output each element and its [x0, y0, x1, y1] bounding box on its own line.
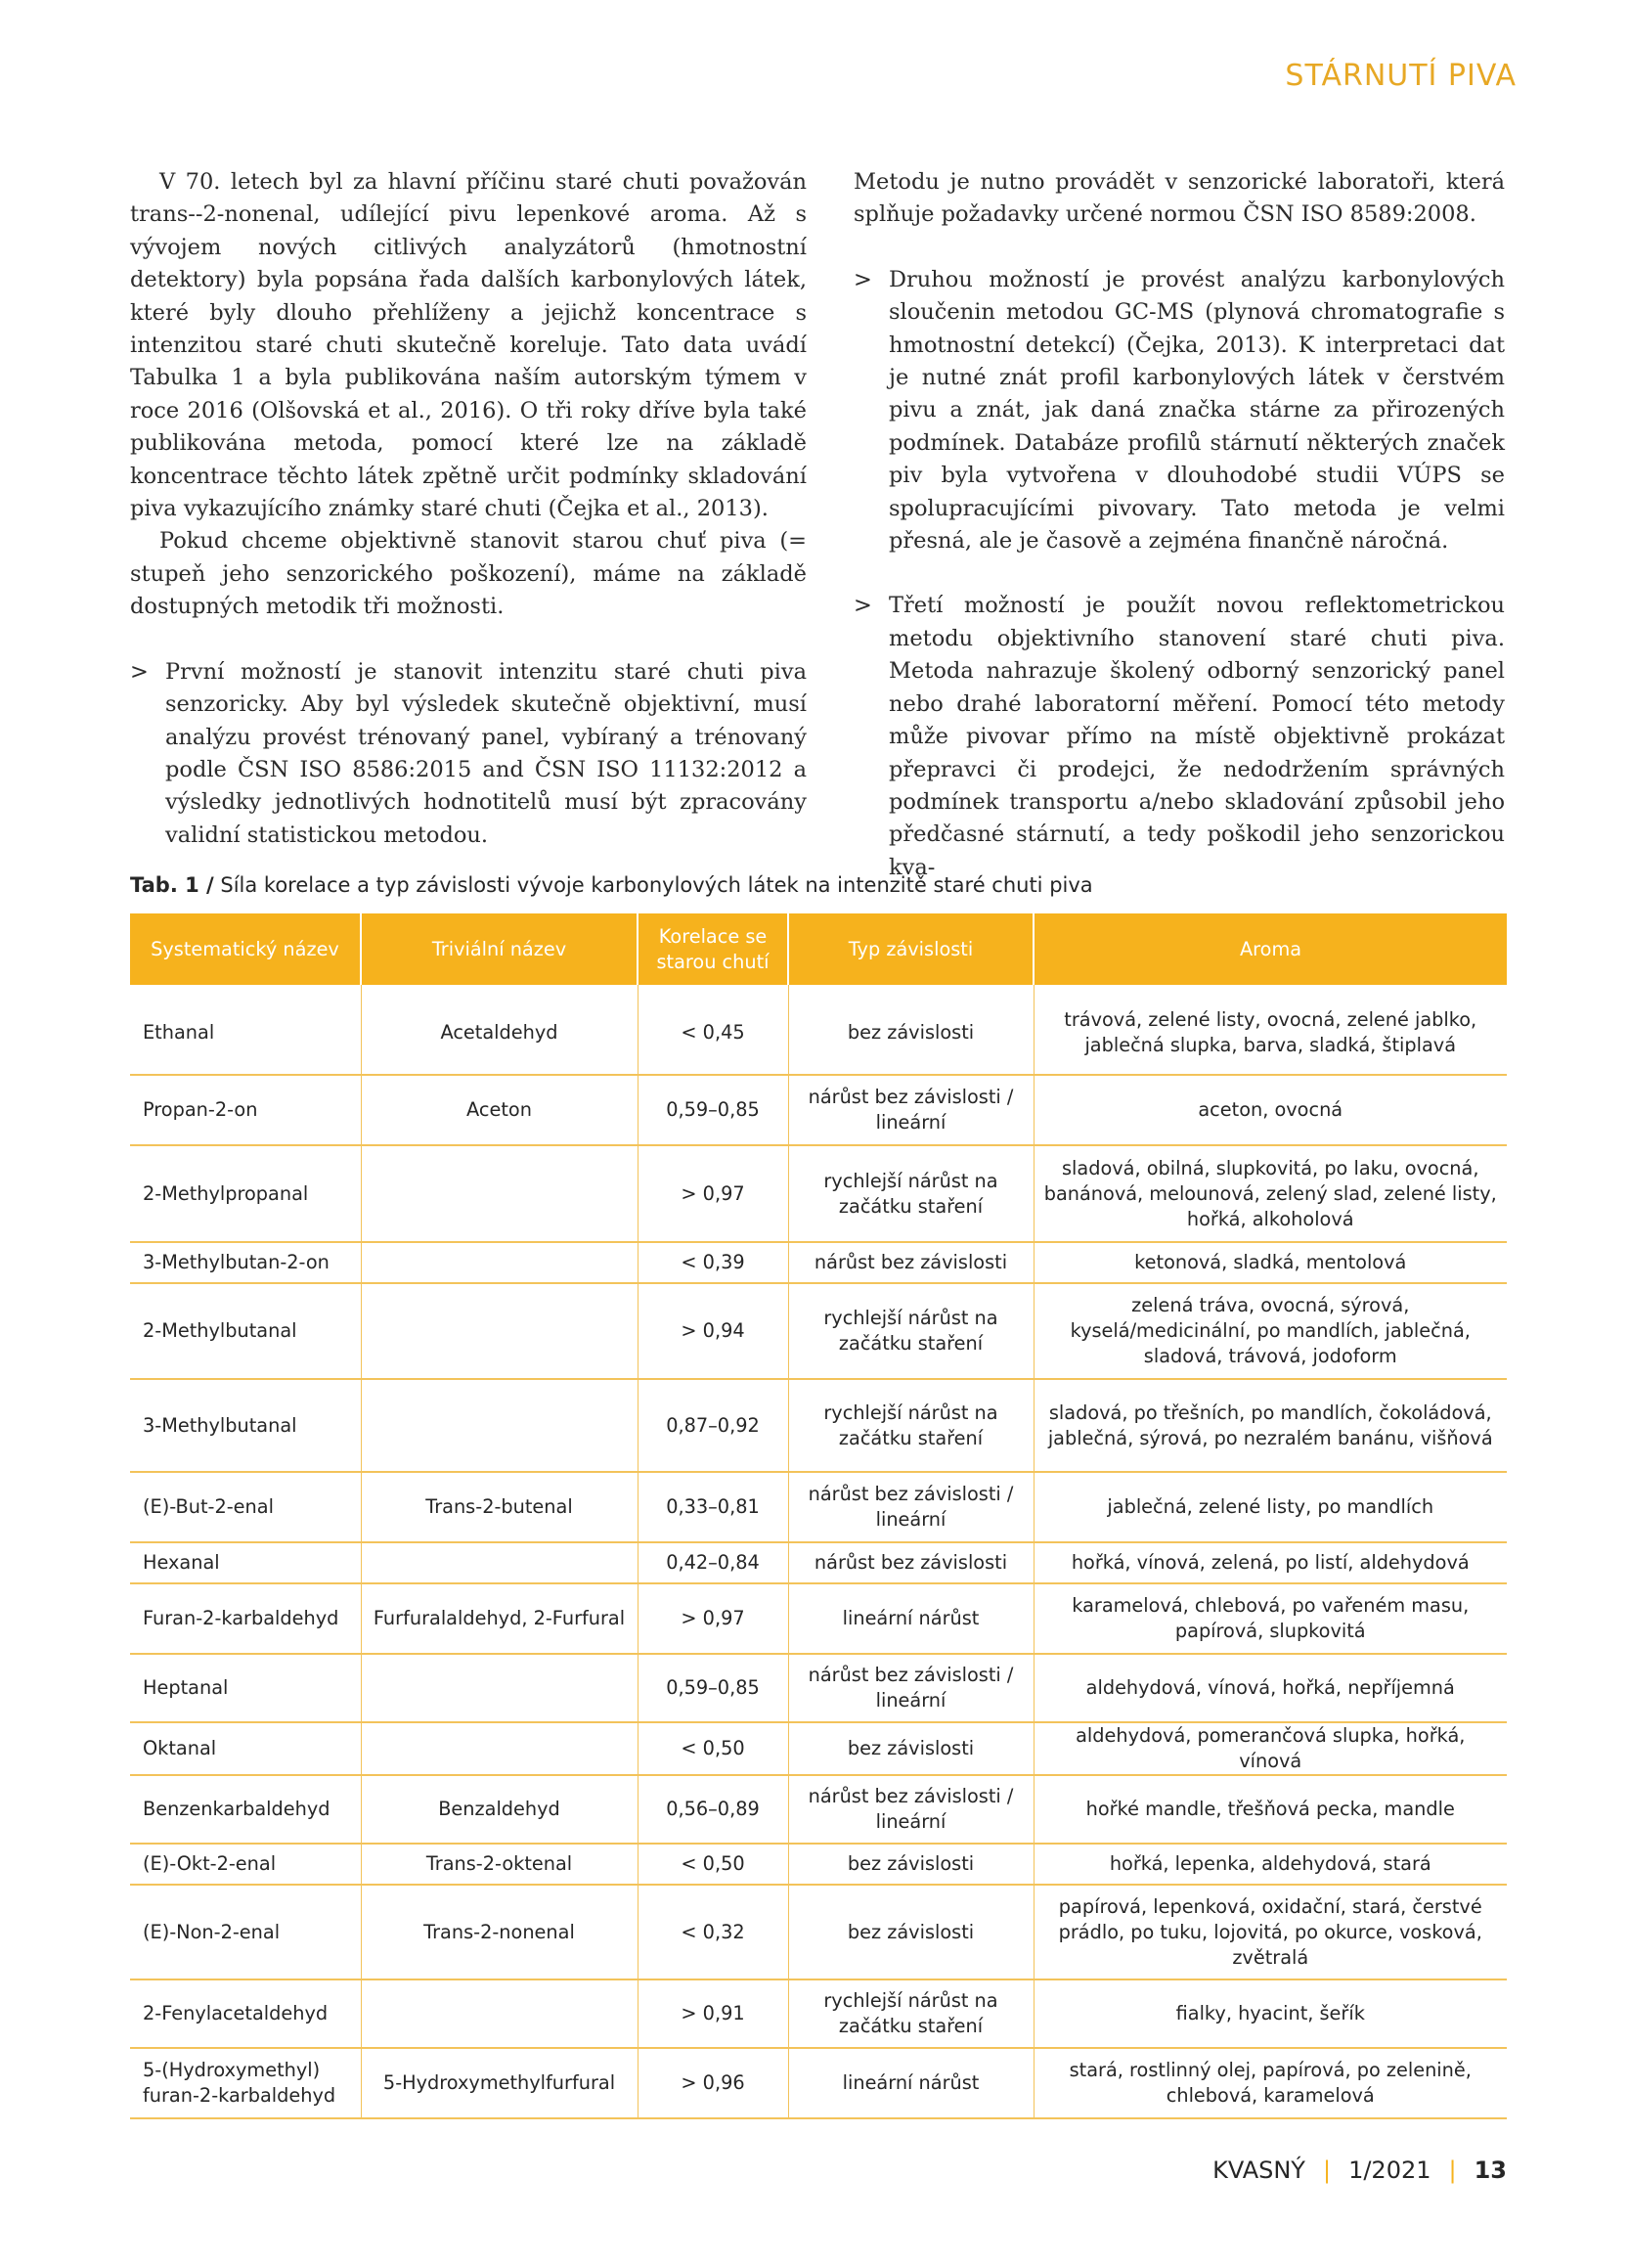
table-cell: > 0,94 — [638, 1283, 788, 1379]
table-cell: 5-Hydroxymethylfurfural — [361, 2048, 638, 2118]
table-row — [130, 1775, 1507, 1844]
table-cell — [361, 1654, 638, 1722]
table-cell: < 0,39 — [638, 1242, 788, 1283]
table-cell — [361, 1979, 638, 2048]
table-cell: aldehydová, vínová, hořká, nepříjemná — [1034, 1654, 1507, 1722]
table-caption-label: Tab. 1 / — [130, 873, 214, 897]
table-cell: zelená tráva, ovocná, sýrová, kyselá/medicinální, po mandlích, jablečná, sladová, trávová, jodoform — [1034, 1283, 1507, 1379]
paragraph: V 70. letech byl za hlavní příčinu staré chuti považován trans--2-nonenal, udílející pivu lepenkové aroma. Až s vývojem nových citlivých analyzátorů (hmotnostní detektory) byla popsána řada dalších karbonylových látek, které byly dlouho přehlíženy a jejichž koncentrace s intenzitou staré chuti skutečně koreluje. Tato data uvádí Tabulka 1 a byla publikována naším autorským týmem v roce 2016 (Olšovská et al., 2016). O tři roky dříve byla také publikována metoda, pomocí které lze na základě koncentrace těchto látek zpětně určit podmínky skladování piva vykazujícího známky staré chuti (Čejka et al., 2013). — [130, 169, 807, 522]
right-column — [854, 166, 1505, 884]
table-cell — [361, 1722, 638, 1775]
table-cell: (E)-Okt-2-enal — [130, 1844, 361, 1885]
table-cell: fialky, hyacint, šeřík — [1034, 1979, 1507, 2048]
table-cell: nárůst bez závislosti / lineární — [788, 1075, 1034, 1145]
table-row — [130, 1242, 1507, 1283]
table-cell: lineární nárůst — [788, 1583, 1034, 1654]
table-cell: sladová, obilná, slupkovitá, po laku, ovocná, banánová, melounová, zelený slad, zelené listy, hořká, alkoholová — [1034, 1145, 1507, 1242]
table-cell: rychlejší nárůst na začátku staření — [788, 1379, 1034, 1472]
footer-separator: | — [1448, 2157, 1457, 2184]
table-cell: Hexanal — [130, 1542, 361, 1583]
table-cell: nárůst bez závislosti / lineární — [788, 1472, 1034, 1542]
table-row — [130, 1979, 1507, 2048]
page-number: 13 — [1474, 2157, 1507, 2184]
table-cell: bez závislosti — [788, 1885, 1034, 1979]
table-cell — [361, 1379, 638, 1472]
bullet-text: Třetí možností je použít novou reflektometrickou metodu objektivního stanovení staré chuti piva. Metoda nahrazuje školený odborný senzorický panel nebo drahé laboratorní měření. Pomocí této metody může pivovar přímo na místě objektivně prokázat přepravci či prodejci, že nedodržením správných podmínek transportu a/nebo skladování způsobil jeho předčasné stárnutí, a tedy poškodil jeho senzorickou kva- — [889, 593, 1505, 880]
bullet-item — [130, 656, 807, 852]
table-cell: hořká, vínová, zelená, po listí, aldehydová — [1034, 1542, 1507, 1583]
table-cell: 0,59–0,85 — [638, 1075, 788, 1145]
section-title: STÁRNUTÍ PIVA — [1285, 59, 1517, 93]
table-header-row — [130, 913, 1507, 985]
table-cell — [361, 1145, 638, 1242]
table-cell: sladová, po třešních, po mandlích, čokoládová, jablečná, sýrová, po nezralém banánu, višňová — [1034, 1379, 1507, 1472]
table-cell: rychlejší nárůst na začátku staření — [788, 1979, 1034, 2048]
table-row — [130, 1472, 1507, 1542]
table-row — [130, 985, 1507, 1075]
table-cell: bez závislosti — [788, 1844, 1034, 1885]
table-cell: Benzenkarbaldehyd — [130, 1775, 361, 1844]
table-cell: nárůst bez závislosti / lineární — [788, 1775, 1034, 1844]
bullet-item — [854, 590, 1505, 884]
table-cell: Propan-2-on — [130, 1075, 361, 1145]
table-cell: 2-Fenylacetaldehyd — [130, 1979, 361, 2048]
page-footer — [1212, 2157, 1507, 2184]
table-cell: rychlejší nárůst na začátku staření — [788, 1283, 1034, 1379]
table-cell: > 0,97 — [638, 1145, 788, 1242]
table-cell: 0,59–0,85 — [638, 1654, 788, 1722]
table-row — [130, 2048, 1507, 2118]
data-table — [130, 913, 1507, 2119]
table-cell: Ethanal — [130, 985, 361, 1075]
table-cell: aldehydová, pomerančová slupka, hořká, vínová — [1034, 1722, 1507, 1775]
table-row — [130, 1654, 1507, 1722]
table-cell: Trans-2-butenal — [361, 1472, 638, 1542]
table-cell: karamelová, chlebová, po vařeném masu, papírová, slupkovitá — [1034, 1583, 1507, 1654]
bullet-item — [854, 264, 1505, 558]
bullet-text: První možností je stanovit intenzitu staré chuti piva senzoricky. Aby byl výsledek skutečně objektivní, musí analýzu provést trénovaný panel, vybíraný a trénovaný podle ČSN ISO 8586:2015 and ČSN ISO 11132:2012 a výsledky jednotlivých hodnotitelů musí být zpracovány validní statistickou metodou. — [165, 658, 807, 848]
column-header: Typ závislosti — [788, 913, 1034, 985]
table-cell: hořká, lepenka, aldehydová, stará — [1034, 1844, 1507, 1885]
table-cell: Trans-2-oktenal — [361, 1844, 638, 1885]
table-cell: lineární nárůst — [788, 2048, 1034, 2118]
article-body — [130, 166, 1505, 880]
table-cell: nárůst bez závislosti — [788, 1242, 1034, 1283]
table-cell: Acetaldehyd — [361, 985, 638, 1075]
table-row — [130, 1722, 1507, 1775]
table-cell: > 0,97 — [638, 1583, 788, 1654]
table-cell — [361, 1283, 638, 1379]
table-cell: 2-Methylpropanal — [130, 1145, 361, 1242]
table-cell: < 0,45 — [638, 985, 788, 1075]
table-cell: nárůst bez závislosti / lineární — [788, 1654, 1034, 1722]
table-cell: 0,87–0,92 — [638, 1379, 788, 1472]
table-cell: 3-Methylbutanal — [130, 1379, 361, 1472]
table-cell: Trans-2-nonenal — [361, 1885, 638, 1979]
table-caption — [130, 873, 1093, 897]
table-row — [130, 1583, 1507, 1654]
table-cell: > 0,96 — [638, 2048, 788, 2118]
left-column — [130, 166, 807, 852]
column-header: Triviální název — [361, 913, 638, 985]
table-cell: 0,42–0,84 — [638, 1542, 788, 1583]
table-cell: bez závislosti — [788, 1722, 1034, 1775]
table-cell: 3-Methylbutan-2-on — [130, 1242, 361, 1283]
table-cell: stará, rostlinný olej, papírová, po zelenině, chlebová, karamelová — [1034, 2048, 1507, 2118]
table-cell: > 0,91 — [638, 1979, 788, 2048]
table-cell: ketonová, sladká, mentolová — [1034, 1242, 1507, 1283]
column-header: Systematický název — [130, 913, 361, 985]
table-cell: bez závislosti — [788, 985, 1034, 1075]
column-header: Korelace se starou chutí — [638, 913, 788, 985]
footer-separator: | — [1322, 2157, 1332, 2184]
table-cell: papírová, lepenková, oxidační, stará, čerstvé prádlo, po tuku, lojovitá, po okurce, vosková, zvětralá — [1034, 1885, 1507, 1979]
bullet-marker: > — [130, 658, 149, 685]
table-cell — [361, 1542, 638, 1583]
table-cell: Furan-2-karbaldehyd — [130, 1583, 361, 1654]
table-cell: Oktanal — [130, 1722, 361, 1775]
table-cell: 2-Methylbutanal — [130, 1283, 361, 1379]
table-cell — [361, 1242, 638, 1283]
table-cell: < 0,50 — [638, 1844, 788, 1885]
table-cell: Heptanal — [130, 1654, 361, 1722]
table-row — [130, 1145, 1507, 1242]
table-row — [130, 1075, 1507, 1145]
bullet-marker: > — [854, 266, 872, 292]
table-cell: 0,33–0,81 — [638, 1472, 788, 1542]
table-cell: 5-(Hydroxymethyl) furan-2-karbaldehyd — [130, 2048, 361, 2118]
table-row — [130, 1542, 1507, 1583]
column-header: Aroma — [1034, 913, 1507, 985]
table-cell: nárůst bez závislosti — [788, 1542, 1034, 1583]
table-row — [130, 1885, 1507, 1979]
magazine-name: KVASNÝ — [1212, 2157, 1305, 2184]
table-cell: (E)-But-2-enal — [130, 1472, 361, 1542]
table-cell: hořké mandle, třešňová pecka, mandle — [1034, 1775, 1507, 1844]
issue-number: 1/2021 — [1348, 2157, 1431, 2184]
bullet-text: Druhou možností je provést analýzu karbonylových sloučenin metodou GC-MS (plynová chromatografie s hmotnostní detekcí) (Čejka, 2013). K interpretaci dat je nutné znát profil karbonylových látek v čerstvém pivu a znát, jak daná značka stárne za přirozených podmínek. Databáze profilů stárnutí některých značek piv byla vytvořena v dlouhodobé studii VÚPS se spolupracujícími pivovary. Tato metoda je velmi přesná, ale je časově a zejména finančně náročná. — [889, 266, 1505, 555]
table-row — [130, 1379, 1507, 1472]
table-row — [130, 1283, 1507, 1379]
table-cell: < 0,32 — [638, 1885, 788, 1979]
table-cell: Furfuralaldehyd, 2-Furfural — [361, 1583, 638, 1654]
table-cell: Benzaldehyd — [361, 1775, 638, 1844]
table-cell: Aceton — [361, 1075, 638, 1145]
table-caption-text: Síla korelace a typ závislosti vývoje karbonylových látek na intenzitě staré chuti piva — [213, 873, 1093, 897]
paragraph: Metodu je nutno provádět v senzorické laboratoři, která splňuje požadavky určené normou ČSN ISO 8589:2008. — [854, 169, 1505, 228]
table-cell: < 0,50 — [638, 1722, 788, 1775]
table-cell: rychlejší nárůst na začátku staření — [788, 1145, 1034, 1242]
paragraph: Pokud chceme objektivně stanovit starou chuť piva (= stupeň jeho senzorického poškození), máme na základě dostupných metodik tři možnosti. — [130, 528, 807, 620]
bullet-marker: > — [854, 593, 872, 619]
table-cell: (E)-Non-2-enal — [130, 1885, 361, 1979]
table-cell: trávová, zelené listy, ovocná, zelené jablko, jablečná slupka, barva, sladká, štiplavá — [1034, 985, 1507, 1075]
table-cell: aceton, ovocná — [1034, 1075, 1507, 1145]
table-cell: 0,56–0,89 — [638, 1775, 788, 1844]
table-row — [130, 1844, 1507, 1885]
table-cell: jablečná, zelené listy, po mandlích — [1034, 1472, 1507, 1542]
